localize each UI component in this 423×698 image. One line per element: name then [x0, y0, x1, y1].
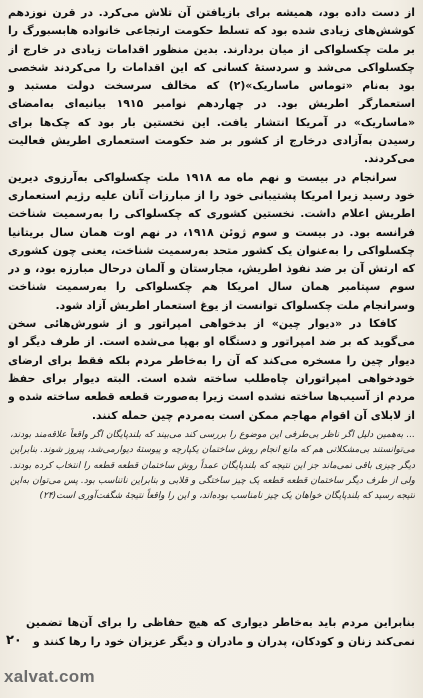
- paragraph: از دست داده بود، همیشه برای بازیافتن آن تلاش می‌کرد. در قرن نوزدهم کوشش‌های زیادی شده بود که تسلط حکومت ارتجاعی خانواده هابسبورگ را بر ملت چکسلواکی از میان بردارند. بدین منظور اقدامات زیادی در خارج از چکسلواکی می‌شد و سردستهٔ کسانی که این اقدامات را می‌کردند شخصی بود به‌نام «توماس ماساریک»(۲) که مخالف سرسخت دولت مستبد و استعمارگر اطریش بود. در چهاردهم نوامبر ۱۹۱۵ بیانیه‌ای به‌امضای «ماساریک» در آمریکا انتشار یافت. این نخستین بار بود که چک‌ها برای رسیدن به‌آزادی درخارج از کشور بر ضد حکومت استعماری اطریش فعالیت می‌کردند.: [8, 6, 415, 166]
- paragraph: کافکا در «دیوار چین» از بدخواهی امپراتور و از شورش‌هائی سخن می‌گوید که بر ضد امپراتور و دستگاه او بهپا می‌شده است. از طرف دیگر او دیوار چین را مسخره می‌کند که آن را به‌خاطر مردم بلکه فقط برای ارضای خودخواهی امپراتوران چاه‌طلب ساخته شده است. البته دیوار برای حفظ مردم از آسیب‌ها ساخته نشده است زیرا به‌صورت قطعه قطعه ساخته شده و از لابلای آن اقوام مهاجم ممکن است به‌مردم چین حمله کنند.: [8, 317, 415, 422]
- quoted-passage: [10, 428, 415, 606]
- quote-text: ... به‌همین دلیل اگر ناظر بی‌طرفی این موضوع را بررسی کند می‌بیند که بلندپایگان اگر واقعاً علاقه‌مند بودند، می‌توانستند بی‌مشکلاتی هم که مانع انجام روش ساختمان یکپارچه و پیوستهٔ دیوارمی‌شد، پیروز شوند. بنابراین دیگر چیزی باقی نمی‌ماند جز این نتیجه که بلندپایگان عمداً روش ساختمان قطعه قطعه را انتخاب کرده بودند. ولی از طرف دیگر ساختمان قطعه قطعه یک چیز ساختگی و قلابی و بنابراین ناتناسب بود. پس می‌توان به‌این نتیجه رسید که بلندپایگان خواهان یک چیز نامناسب بوده‌اند، و این را واقعاً نتیجهٔ شگفت‌آوری است(۲۴): [10, 430, 415, 502]
- watermark: xalvat.com: [4, 667, 95, 686]
- body-text: [8, 4, 415, 424]
- paragraph: سرانجام در بیست و نهم ماه مه ۱۹۱۸ ملت چکسلواکی به‌آرزوی دیرین خود رسید زیرا امریکا پشتیبانی خود را از مبارزات آنان علیه رژیم استعماری اطریش اعلام داشت. نخستین کشوری که چکسلواکی را به‌رسمیت شناخت فرانسه بود. در بیست و سوم ژوئن ۱۹۱۸، در نهم اوت همان سال بریتانیا چکسلواکی را به‌عنوان یک کشور متحد به‌رسمیت شناخت، یعنی چون کشوری که ارتش آن بر ضد نفوذ اطریش، مجارستان و آلمان درحال مبارزه بود، و در سوم سپتامبر همان سال امریکا هم چکسلواکی را به‌رسمیت شناخت وسرانجام ملت چکسلواک توانست از یوغ استعمار اطریش آزاد شود.: [8, 170, 415, 312]
- closing-paragraph: [26, 614, 415, 656]
- paragraph: بنابراین مردم باید به‌خاطر دیواری که هیچ حفاظی را برای آن‌ها تضمین نمی‌کند زنان و کودکان، پدران و مادران و دیگر عزیزان خود را رها کنند و: [26, 616, 415, 648]
- page-number: ۲۰: [6, 633, 22, 648]
